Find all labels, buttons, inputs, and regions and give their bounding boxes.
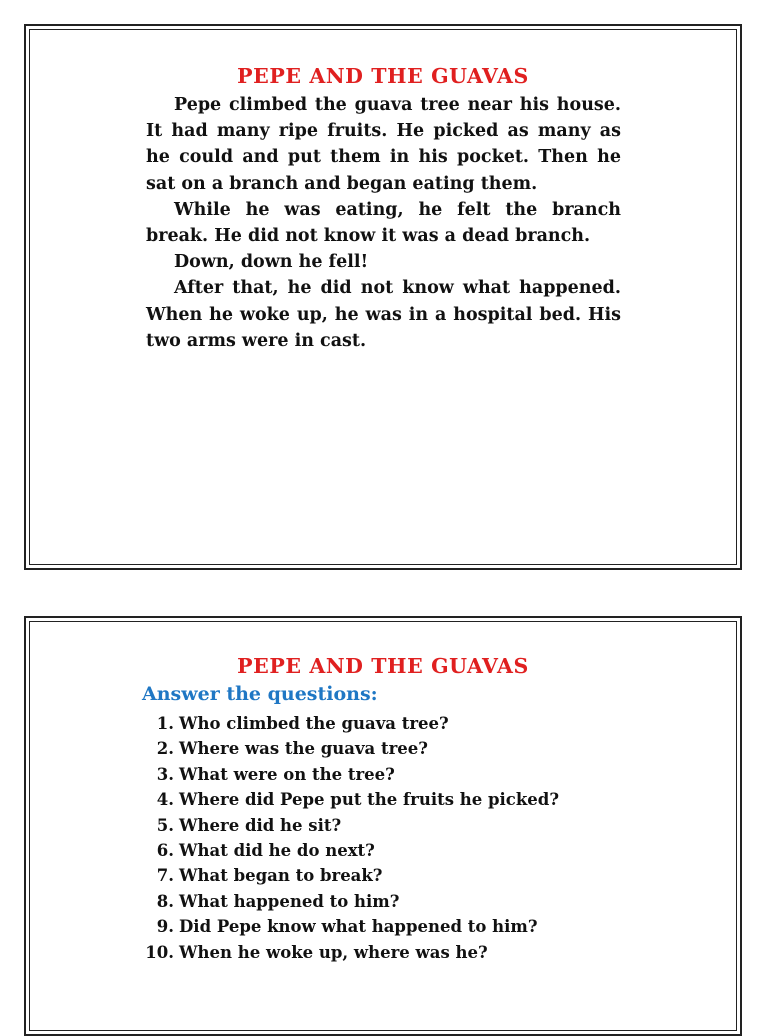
question-number: 10.	[145, 942, 174, 962]
question-number: 9.	[156, 917, 174, 937]
question-item	[138, 711, 559, 736]
story-paragraph: After that, he did not know what happened. When he woke up, he was in a hospital bed. His two arms were in cast.	[146, 278, 621, 351]
question-item	[138, 940, 559, 965]
question-item	[138, 863, 559, 888]
story-paragraph: Pepe climbed the guava tree near his house. It had many ripe fruits. He picked as many as he could and put them in his pocket. Then he sat on a branch and began eating them.	[146, 95, 621, 194]
story-title: PEPE AND THE GUAVAS	[237, 64, 529, 88]
question-text: What began to break?	[179, 866, 383, 886]
question-text: Where was the guava tree?	[179, 739, 428, 759]
question-text: What happened to him?	[179, 891, 400, 911]
question-text: What were on the tree?	[179, 764, 395, 784]
question-item	[138, 736, 559, 761]
question-number: 6.	[156, 841, 174, 861]
question-list	[138, 711, 559, 965]
question-text: What did he do next?	[179, 841, 375, 861]
question-number: 7.	[156, 866, 174, 886]
question-item	[138, 813, 559, 838]
question-text: Did Pepe know what happened to him?	[179, 917, 538, 937]
question-text: When he woke up, where was he?	[179, 942, 488, 962]
question-item	[138, 889, 559, 914]
questions-subheading: Answer the questions:	[142, 683, 378, 705]
question-item	[138, 838, 559, 863]
question-item	[138, 762, 559, 787]
story-card	[24, 24, 742, 570]
question-number: 3.	[156, 764, 174, 784]
question-text: Where did Pepe put the fruits he picked?	[179, 790, 559, 810]
question-number: 5.	[156, 815, 174, 835]
questions-title: PEPE AND THE GUAVAS	[237, 654, 529, 678]
story-body	[146, 92, 621, 354]
question-item	[138, 914, 559, 939]
story-paragraph: While he was eating, he felt the branch break. He did not know it was a dead branch.	[146, 199, 621, 247]
question-number: 4.	[156, 790, 174, 810]
story-paragraph: Down, down he fell!	[174, 252, 369, 273]
question-text: Who climbed the guava tree?	[179, 714, 449, 733]
question-item	[138, 787, 559, 812]
question-number: 1.	[156, 714, 174, 733]
question-number: 8.	[156, 891, 174, 911]
question-text: Where did he sit?	[179, 815, 342, 835]
questions-card	[24, 616, 742, 1036]
question-number: 2.	[156, 739, 174, 759]
